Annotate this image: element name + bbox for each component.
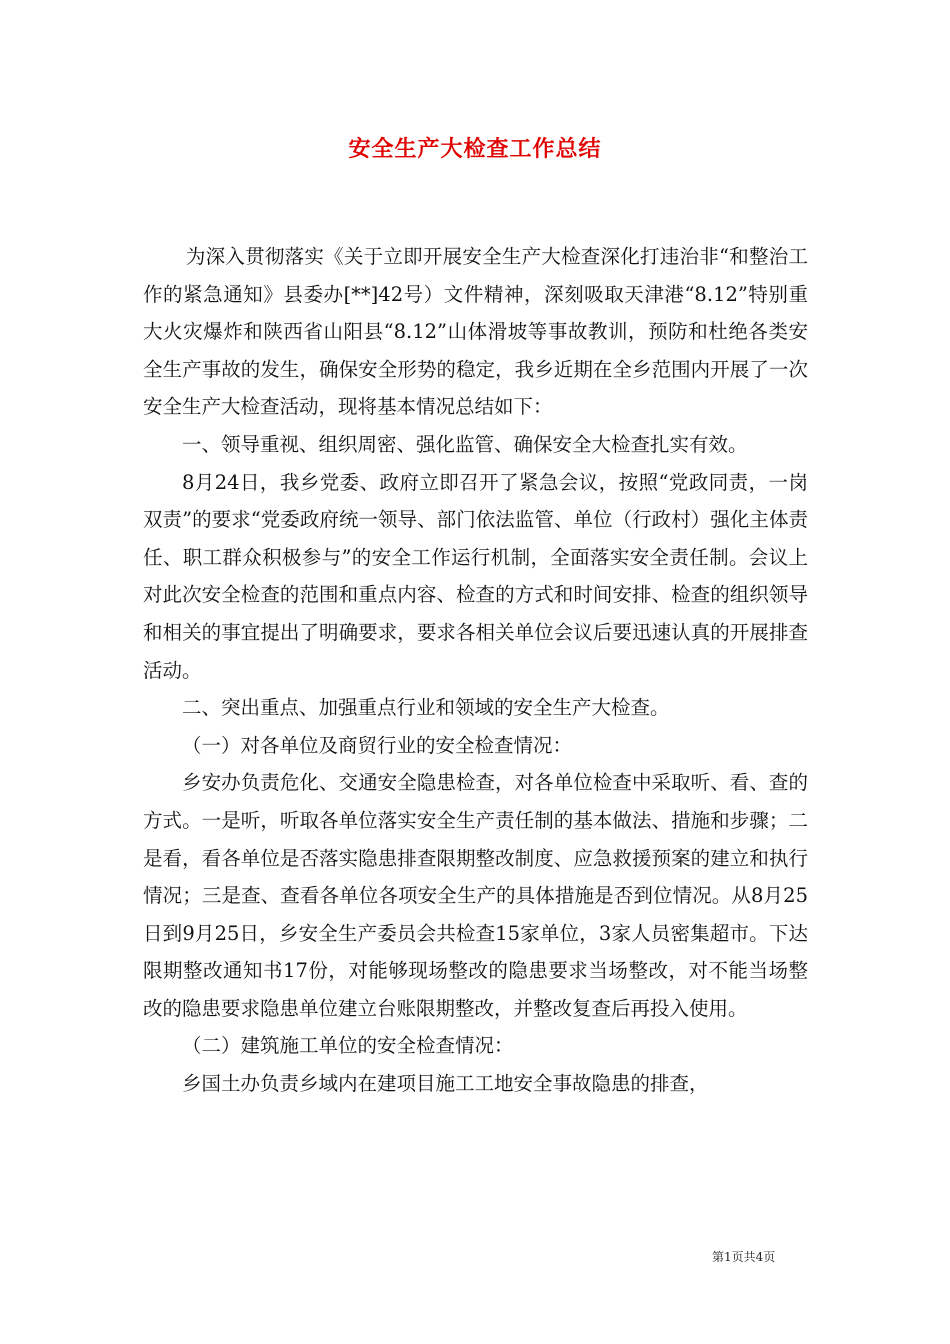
page-number: 第1页共4页 [712,1250,776,1264]
document-title: 安全生产大检查工作总结 [348,136,602,162]
paragraph-meeting: 8月24日，我乡党委、政府立即召开了紧急会议，按照“党政同责，一岗双责”的要求“党委政府统一领导、部门依法监管、单位（行政村）强化主体责任、职工群众积极参与”的安全工作运行机制，全面落实安全责任制。会议上对此次安全检查的范围和重点内容、检查的方式和时间安排、检查的组织领导和相关的事宜提出了明确要求，要求各相关单位会议后要迅速认真的开展排查活动。 [143,470,808,682]
paragraph-inspection-details: 乡安办负责危化、交通安全隐患检查，对各单位检查中采取听、看、查的方式。一是听，听取各单位落实安全生产责任制的基本做法、措施和步骤；二是看，看各单位是否落实隐患排查限期整改制度、应急救援预案的建立和执行情况；三是查、查看各单位各项安全生产的具体措施是否到位情况。从8月25日到9月25日，乡安全生产委员会共检查15家单位，3家人员密集超市。下达限期整改通知书17份，对能够现场整改的隐患要求当场整改，对不能当场整改的隐患要求隐患单位建立台账限期整改，并整改复查后再投入使用。 [143,771,808,1020]
paragraph-subsection-1-heading: （一）对各单位及商贸行业的安全检查情况： [182,733,573,757]
paragraph-construction: 乡国土办负责乡域内在建项目施工工地安全事故隐患的排查， [182,1072,709,1096]
paragraph-section-1-heading: 一、领导重视、组织周密、强化监管、确保安全大检查扎实有效。 [182,432,748,456]
paragraph-subsection-2-heading: （二）建筑施工单位的安全检查情况： [182,1034,514,1058]
document-body [143,238,808,1103]
paragraph-section-2-heading: 二、突出重点、加强重点行业和领域的安全生产大检查。 [182,696,670,720]
paragraph-intro: 为深入贯彻落实《关于立即开展安全生产大检查深化打违治非“和整治工作的紧急通知》县委办[**]42号）文件精神，深刻吸取天津港“8.12”特别重大火灾爆炸和陕西省山阳县“8.12”山体滑坡等事故教训，预防和杜绝各类安全生产事故的发生，确保安全形势的稳定，我乡近期在全乡范围内开展了一次安全生产大检查活动，现将基本情况总结如下： [143,245,808,419]
